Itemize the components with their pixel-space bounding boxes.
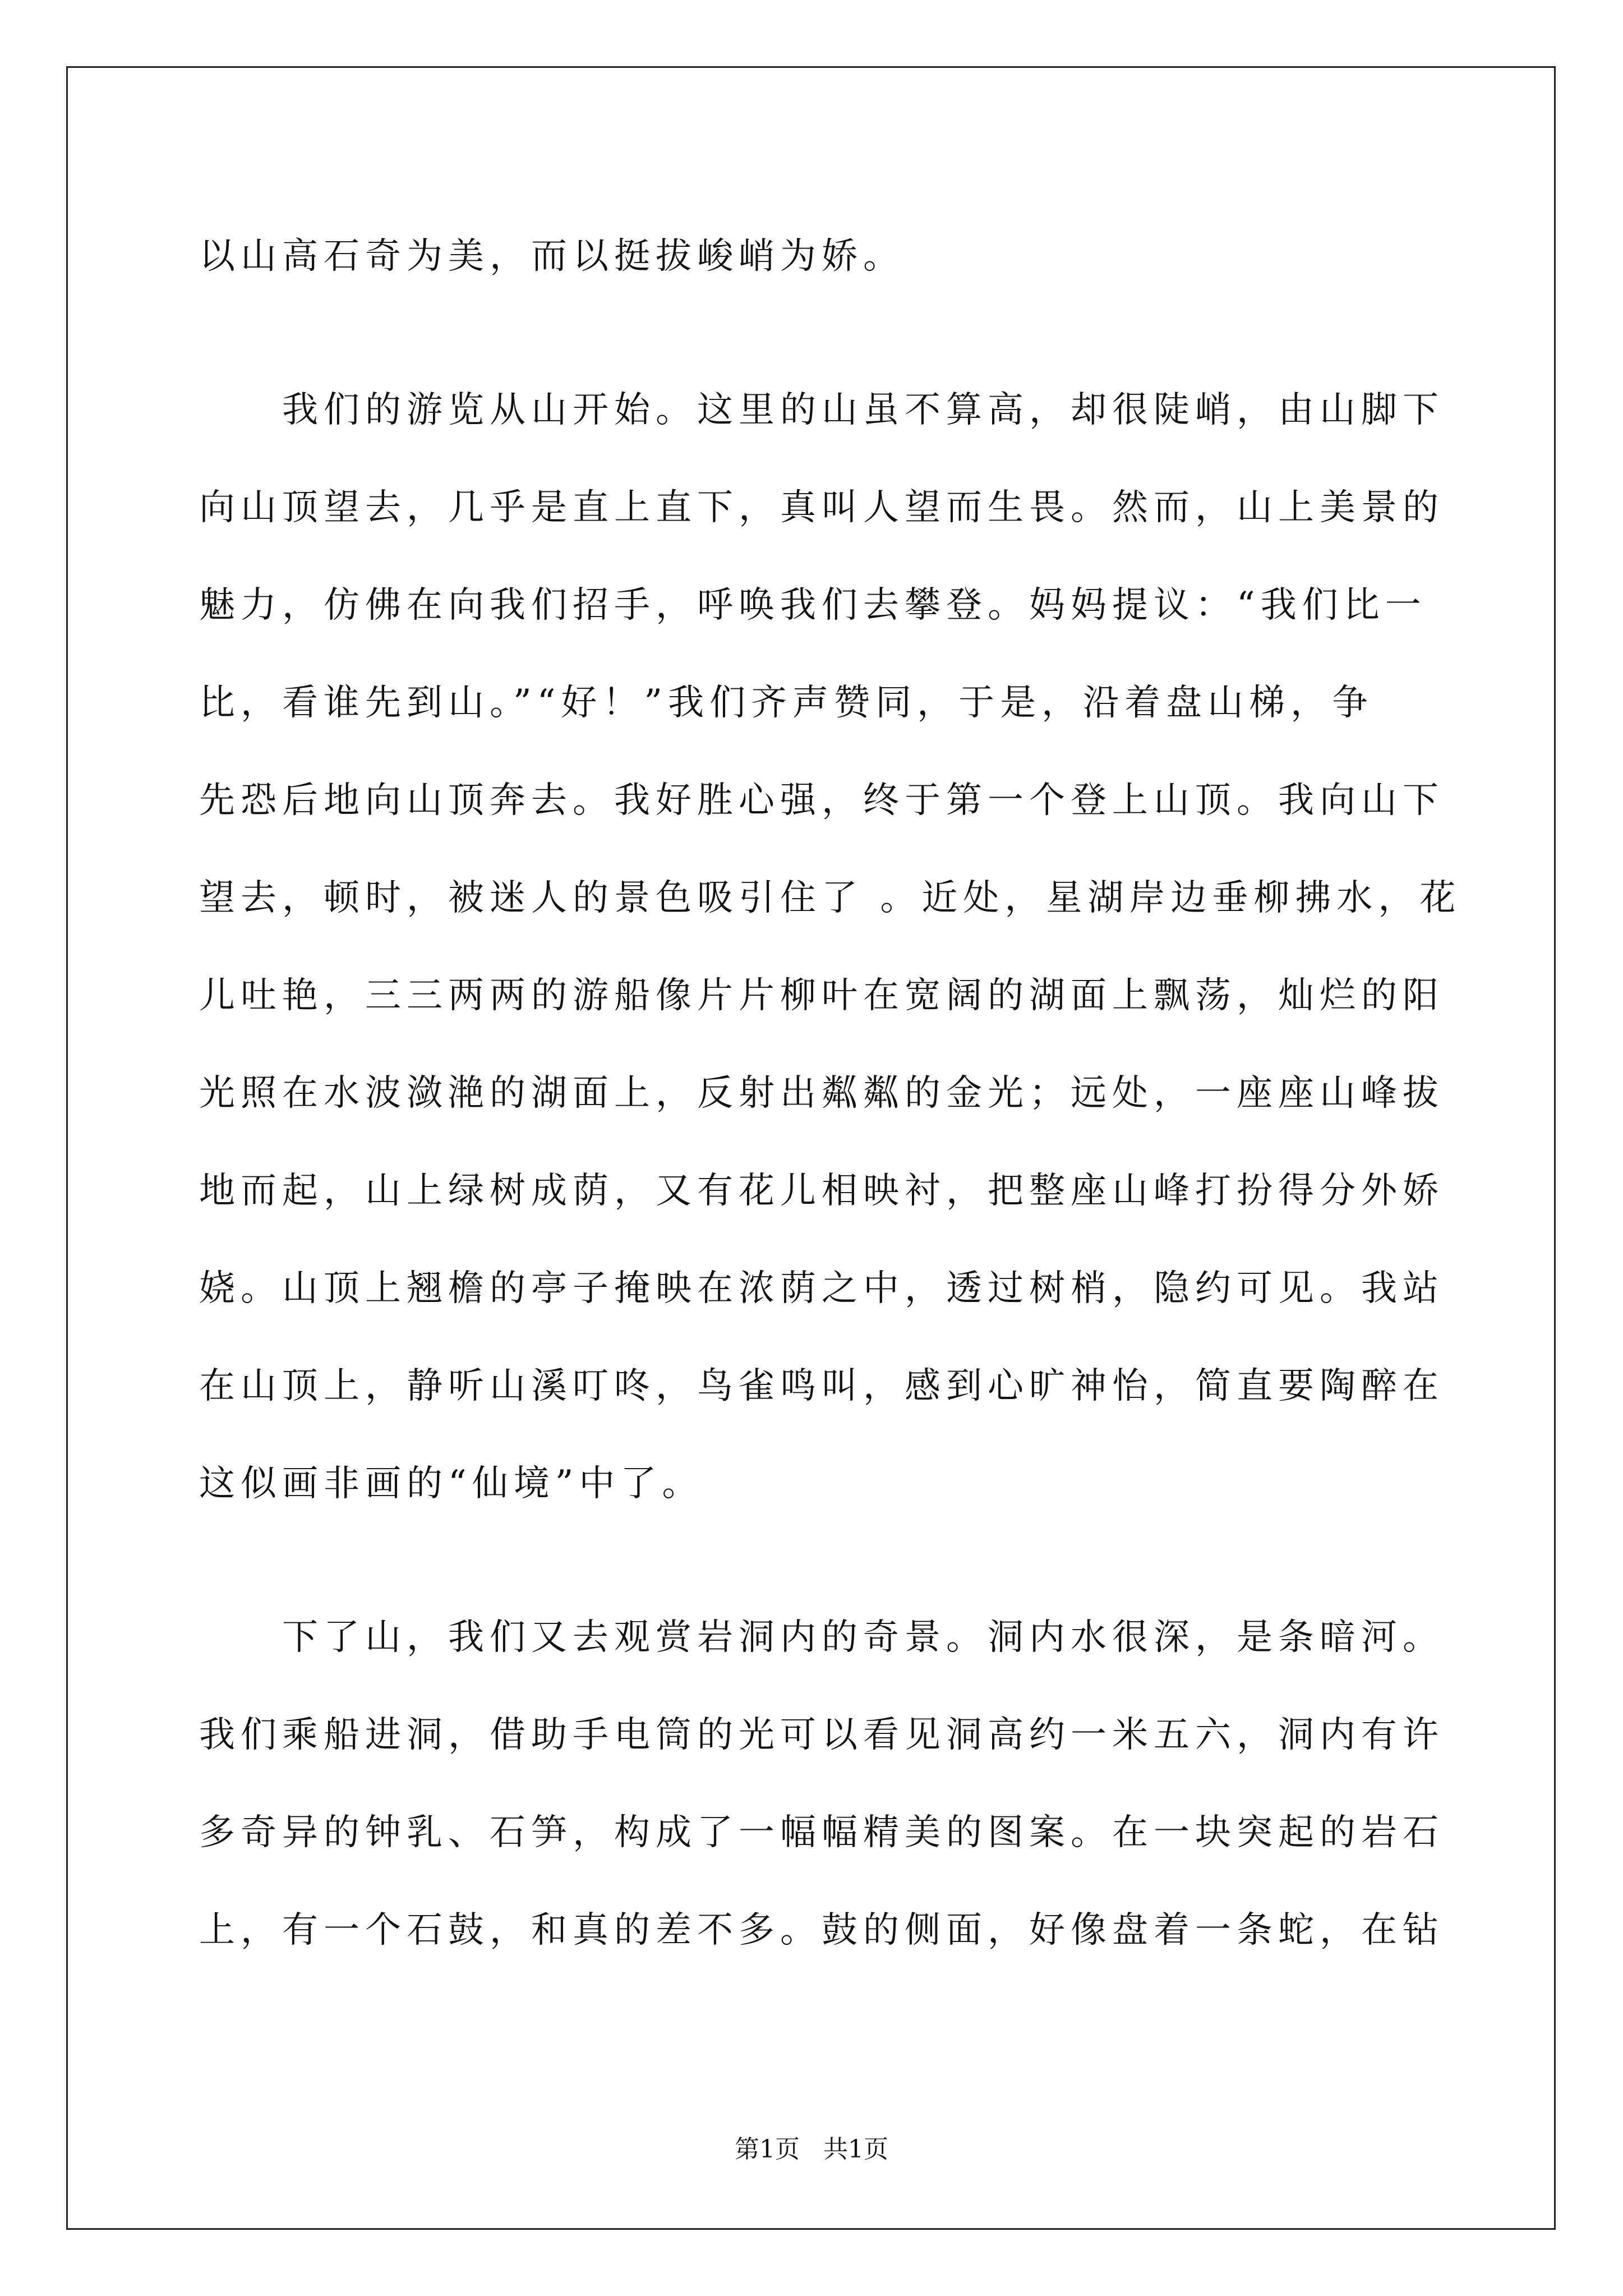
text-line: 地而起，山上绿树成荫，又有花儿相映衬，把整座山峰打扮得分外娇	[199, 1170, 1444, 1212]
text-line: 先恐后地向山顶奔去。我好胜心强，终于第一个登上山顶。我向山下	[199, 780, 1444, 821]
text-line: 下了山，我们又去观赏岩洞内的奇景。洞内水很深，是条暗河。	[282, 1617, 1444, 1658]
text-line: 儿吐艳，三三两两的游船像片片柳叶在宽阔的湖面上飘荡，灿烂的阳	[199, 975, 1444, 1016]
text-line: 魅力，仿佛在向我们招手，呼唤我们去攀登。妈妈提议：“我们比一	[199, 585, 1427, 626]
paragraph-1	[199, 208, 1433, 305]
text-line: 比，看谁先到山。”“好！”我们齐声赞同，于是，沿着盘山梯，争	[199, 682, 1374, 724]
text-line: 这似画非画的“仙境”中了。	[199, 1463, 704, 1504]
text-line: 娆。山顶上翘檐的亭子掩映在浓荫之中，透过树梢，隐约可见。我站	[199, 1268, 1444, 1309]
text-line: 在山顶上，静听山溪叮咚，鸟雀鸣叫，感到心旷神怡，简直要陶醉在	[199, 1365, 1444, 1407]
text-line: 以山高石奇为美，而以挺拔峻峭为娇。	[199, 236, 905, 277]
text-line: 向山顶望去，几乎是直上直下，真叫人望而生畏。然而，山上美景的	[199, 487, 1444, 528]
text-line: 光照在水波潋滟的湖面上，反射出粼粼的金光；远处，一座座山峰拔	[199, 1073, 1444, 1114]
text-line: 我们乘船进洞，借助手电筒的光可以看见洞高约一米五六，洞内有许	[199, 1714, 1444, 1756]
paragraph-2	[199, 361, 1461, 1533]
paragraph-3	[199, 1589, 1444, 1979]
page-number: 第1页	[735, 2135, 800, 2164]
page-total: 共1页	[823, 2135, 888, 2164]
text-line: 多奇异的钟乳、石笋，构成了一幅幅精美的图案。在一块突起的岩石	[199, 1812, 1444, 1853]
text-line: 上，有一个石鼓，和真的差不多。鼓的侧面，好像盘着一条蛇，在钻	[199, 1910, 1444, 1951]
text-line: 我们的游览从山开始。这里的山虽不算高，却很陡峭，由山脚下	[282, 389, 1444, 431]
text-line: 望去，顿时，被迷人的景色吸引住了 。近处，星湖岸边垂柳拂水，花	[199, 877, 1461, 919]
document-body	[199, 208, 1461, 1979]
page-footer	[0, 2129, 1623, 2165]
